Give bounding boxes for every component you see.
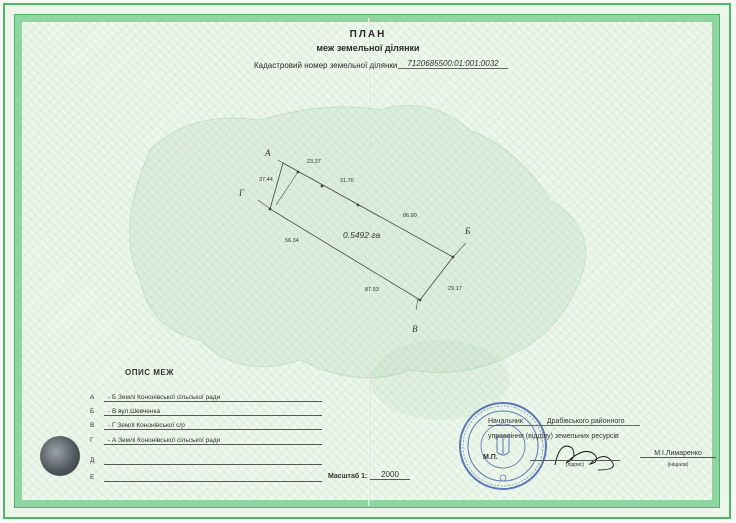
hologram-sticker	[40, 436, 80, 476]
boundary-point	[419, 299, 422, 302]
boundary-letter: В	[90, 422, 95, 429]
boundary-row	[90, 404, 322, 416]
measurement-label: 56.34	[285, 238, 299, 244]
boundary-description: - В вул.Шевченка	[108, 408, 161, 415]
document-subtitle: меж земельної ділянки	[316, 43, 420, 53]
measurement-label: 29.17	[448, 286, 462, 292]
official-stamp	[460, 403, 546, 489]
signature-line	[530, 460, 620, 461]
boundary-letter: А	[90, 394, 95, 401]
position-line-1	[488, 418, 640, 426]
boundaries-title: ОПИС МЕЖ	[125, 368, 174, 377]
position-prefix: Начальник	[488, 418, 523, 425]
measurement-label: 23.37	[307, 159, 321, 165]
boundary-letter: Д	[90, 457, 95, 464]
boundary-description: - Г Землі Кононівської с/р	[108, 422, 185, 429]
boundary-row	[90, 433, 322, 445]
scale-label: Масштаб 1:	[328, 473, 368, 480]
boundary-row	[90, 390, 322, 402]
measurement-label: 87.93	[365, 287, 379, 293]
measurement-label: 37.44	[259, 177, 273, 183]
watermark-emblem	[130, 106, 586, 379]
measurement-label: 31.76	[340, 178, 354, 184]
point-label-b: Б	[465, 226, 471, 236]
boundary-letter: Г	[90, 437, 94, 444]
scale-value: 2000	[370, 470, 410, 480]
point-label-a: А	[265, 148, 271, 158]
boundary-description: - Б Землі Кононівської сільської ради	[108, 394, 221, 401]
cadastral-number-value: 7120685500:01:001:0032	[398, 59, 508, 69]
signature-caption: (підпис)	[566, 462, 585, 468]
signature-scribble	[555, 446, 613, 470]
boundary-description: - А Землі Кононівської сільської ради	[108, 437, 221, 444]
cadastral-number-label: Кадастровий номер земельної ділянки	[254, 61, 398, 70]
position-line-2: управління (відділу) земельних ресурсів	[488, 433, 619, 440]
point-label-v: В	[412, 324, 418, 334]
plot-area: 0.5492 га	[343, 230, 381, 240]
watermark-shadow	[370, 340, 510, 420]
stamp-label: М.П.	[483, 454, 498, 461]
boundary-point	[452, 256, 455, 259]
boundary-letter: Е	[90, 474, 95, 481]
position-department: Драбівського районного	[546, 418, 625, 425]
boundary-letter: Б	[90, 408, 95, 415]
boundary-point	[357, 204, 360, 207]
boundary-row	[90, 470, 322, 482]
signatory-name: М.І.Лимаренко	[640, 450, 716, 458]
document-title: ПЛАН	[349, 29, 387, 40]
signatory-name-caption: (ініціали)	[667, 462, 689, 468]
boundary-point	[321, 185, 324, 188]
boundary-point	[297, 171, 300, 174]
measurement-label: 86.90	[403, 213, 417, 219]
boundary-row	[90, 418, 322, 430]
point-label-g: Г	[239, 188, 245, 198]
boundary-row	[90, 453, 322, 465]
boundary-point	[269, 208, 272, 211]
